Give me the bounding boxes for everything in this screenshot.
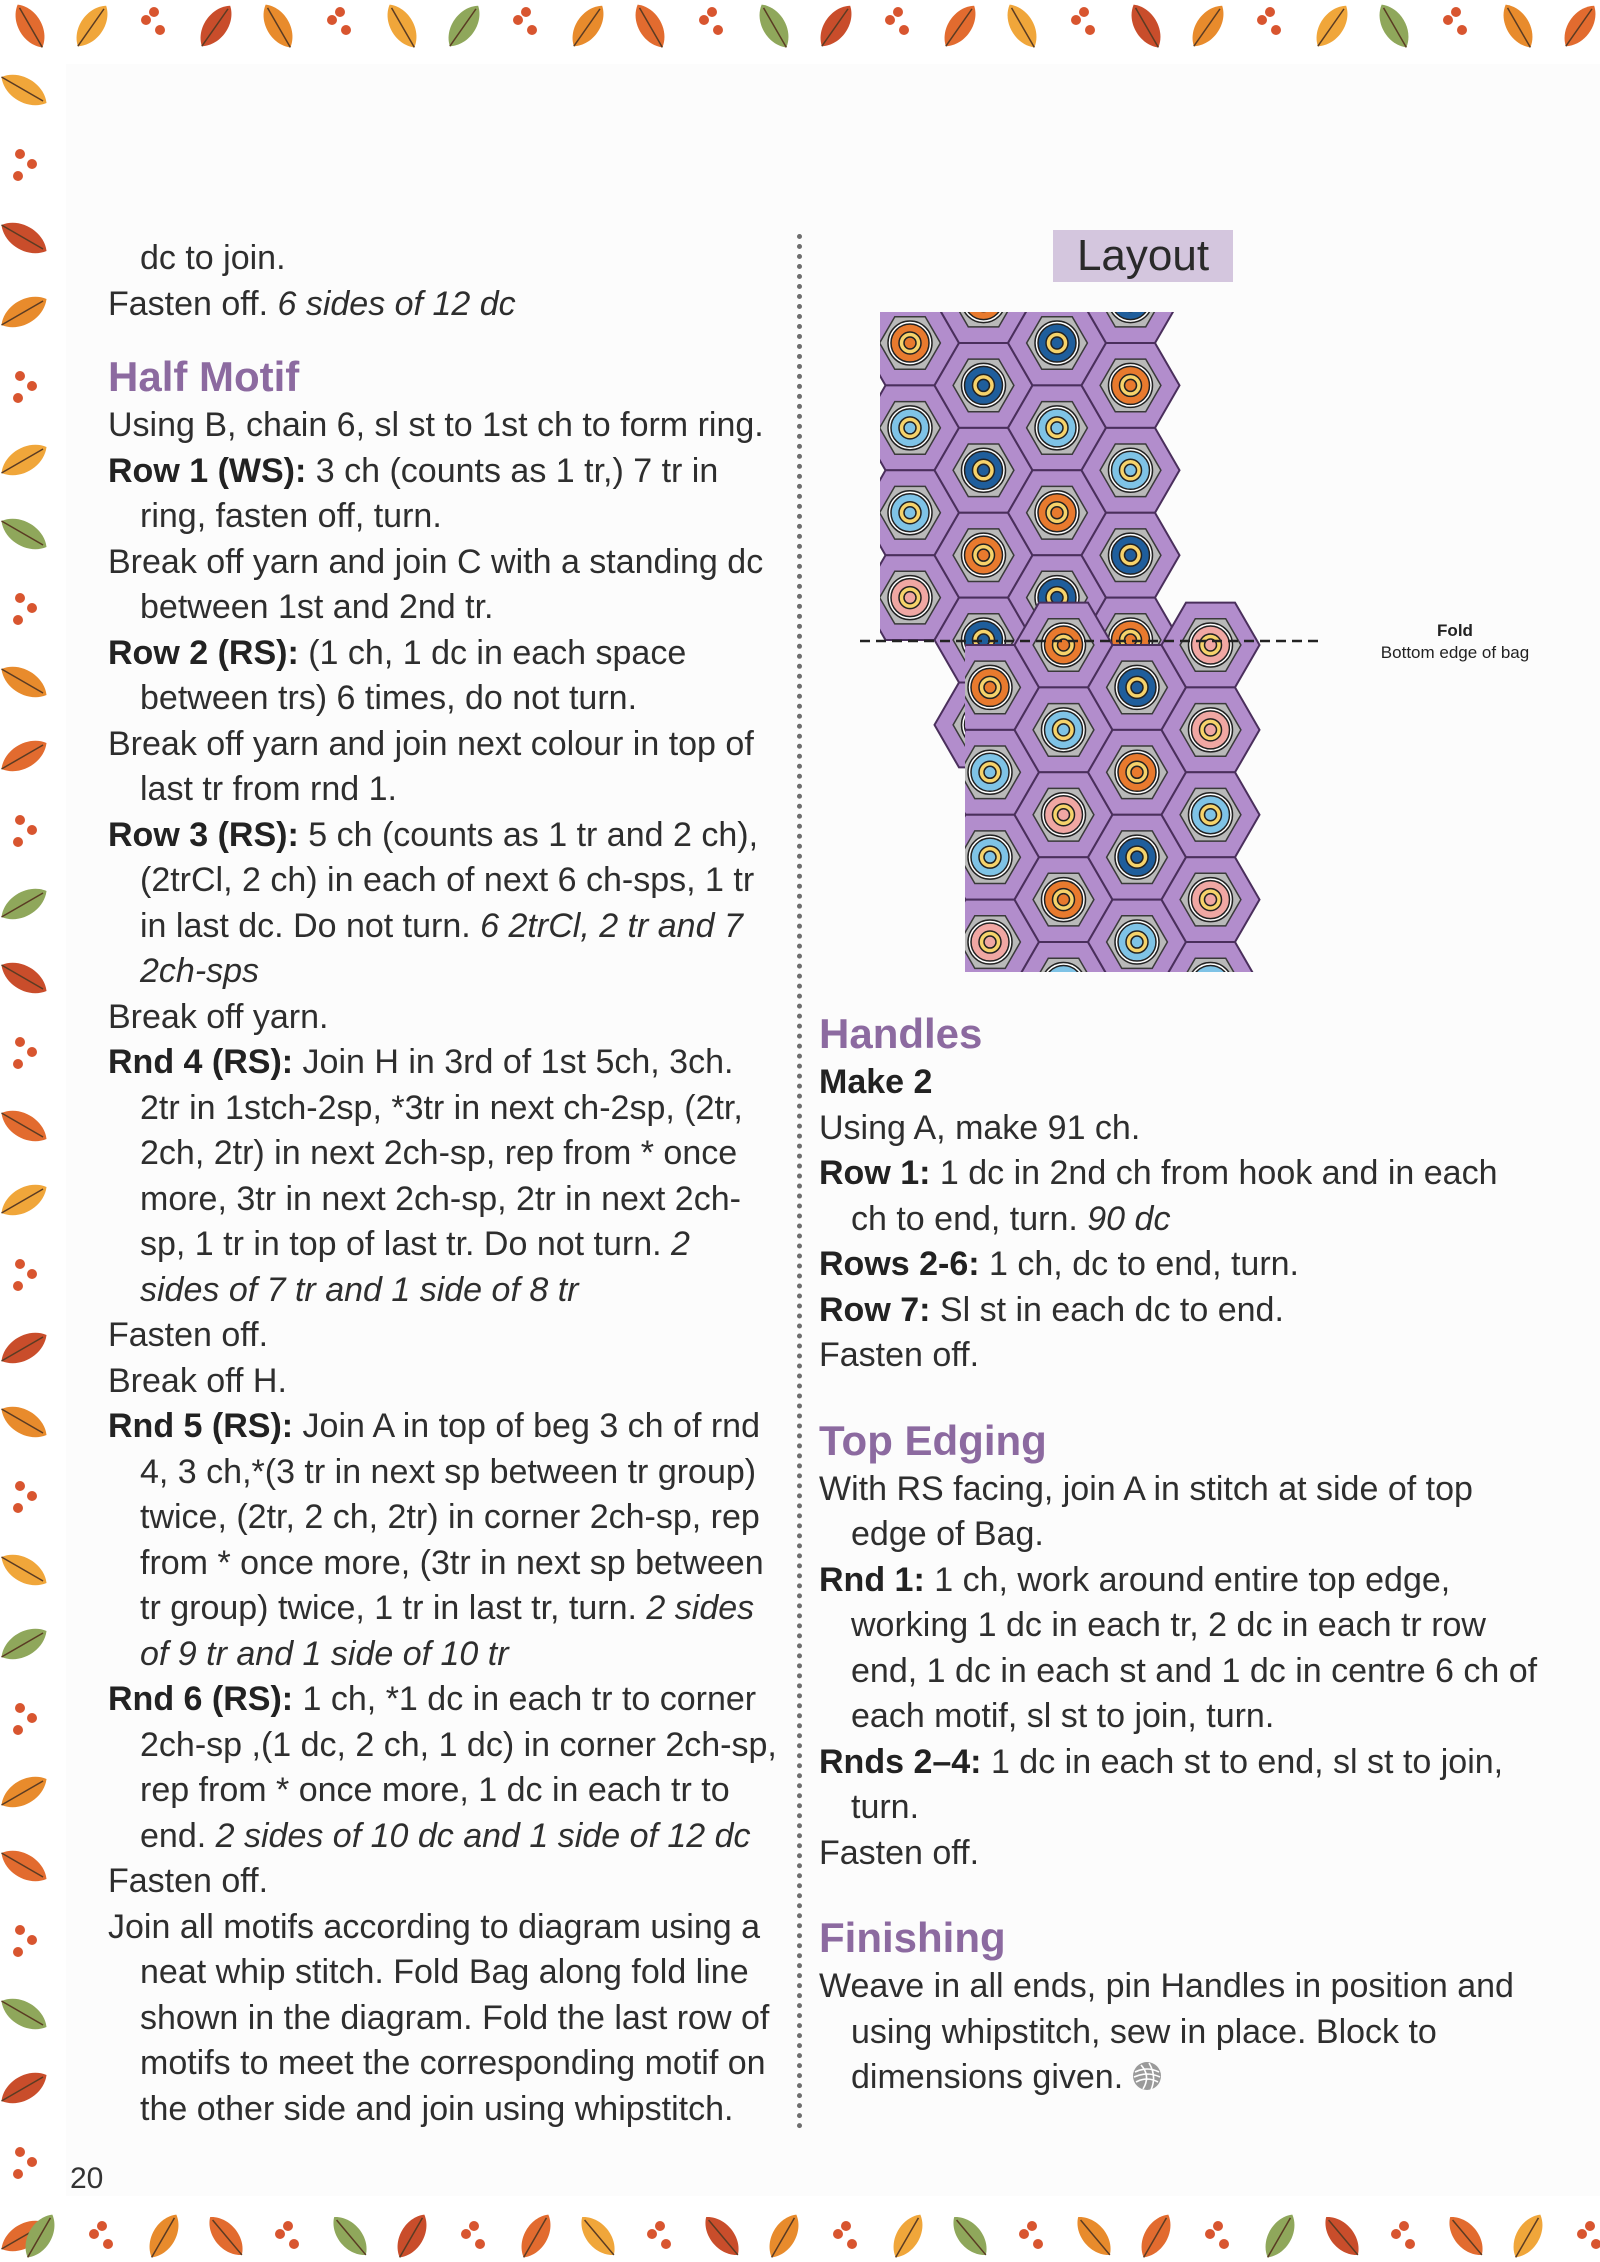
- autumn-leaf-icon: [0, 659, 53, 706]
- stitch-count: 6 sides of 12 dc: [277, 284, 516, 323]
- handles-heading: Handles: [819, 1010, 983, 1057]
- berry-icon: [699, 15, 709, 25]
- step-label: Rnds 2–4:: [819, 1742, 982, 1781]
- step-text: Using A, make 91 ch.: [819, 1108, 1141, 1147]
- step-text: 1 ch, dc to end, turn.: [979, 1245, 1300, 1283]
- berry-icon: [327, 15, 337, 25]
- berry-icon: [1271, 25, 1281, 35]
- instruction-line: [108, 1040, 778, 1313]
- berry-icon: [15, 1925, 25, 1935]
- instruction-line: [108, 722, 778, 813]
- berry-icon: [1257, 15, 1267, 25]
- autumn-leaf-icon: [0, 289, 53, 336]
- autumn-leaf-icon: [0, 215, 53, 262]
- autumn-leaf-icon: [0, 1547, 53, 1594]
- berry-icon: [155, 25, 165, 35]
- berry-icon: [15, 1037, 25, 1047]
- step-text: Fasten off.: [108, 1862, 269, 1900]
- step-text: Sl st in each dc to end.: [930, 1290, 1284, 1329]
- berry-icon: [283, 2221, 293, 2231]
- stitch-count: 2 sides of 9 tr and 1 side of 10 tr: [140, 1589, 755, 1673]
- berry-icon: [1219, 2239, 1229, 2249]
- berry-icon: [1405, 2239, 1415, 2249]
- instruction-line: [819, 1467, 1539, 1558]
- berry-icon: [27, 1269, 37, 1279]
- stitch-count: 2 sides of 10 dc and 1 side of 12 dc: [215, 1816, 751, 1855]
- step-label: Rnd 6 (RS):: [108, 1680, 294, 1718]
- autumn-leaf-border-left: [0, 0, 66, 2262]
- berry-icon: [661, 2239, 671, 2249]
- berry-icon: [27, 1713, 37, 1723]
- step-text: Fasten off.: [819, 1336, 980, 1374]
- instruction-line: [108, 403, 778, 449]
- finishing-instructions: [819, 1964, 1539, 2101]
- berry-icon: [27, 1935, 37, 1945]
- berry-icon: [27, 2157, 37, 2167]
- berry-icon: [13, 1947, 23, 1957]
- berry-icon: [89, 2229, 99, 2239]
- step-text: 1 dc in 2nd ch from hook and in each ch to end, turn.: [851, 1154, 1498, 1238]
- autumn-leaf-icon: [0, 1399, 53, 1446]
- step-text: With RS facing, join A in stitch at side of top edge of Bag.: [819, 1469, 1473, 1553]
- fold-title: Fold: [1437, 621, 1473, 640]
- autumn-leaf-border-bottom: [0, 2196, 1600, 2262]
- step-label: Row 1 (WS):: [108, 451, 307, 490]
- berry-icon: [1265, 7, 1275, 17]
- autumn-leaf-border-top: [0, 0, 1600, 64]
- column-divider: [797, 234, 802, 2130]
- stitch-count: 90 dc: [1087, 1199, 1171, 1238]
- step-text: Break off H.: [108, 1361, 287, 1400]
- fold-annotation: [1355, 620, 1555, 664]
- berry-icon: [27, 381, 37, 391]
- autumn-leaf-icon: [0, 67, 53, 114]
- hexagon-motif: [1008, 300, 1106, 301]
- berry-icon: [13, 1281, 23, 1291]
- autumn-leaf-icon: [0, 1325, 53, 1372]
- instruction-line: [108, 631, 778, 722]
- autumn-leaf-icon: [0, 881, 53, 928]
- page-number: 20: [70, 2162, 104, 2195]
- berry-icon: [15, 149, 25, 159]
- step-text: Break off yarn and join next colour in top of last tr from rnd 1.: [108, 724, 754, 808]
- berry-icon: [893, 7, 903, 17]
- step-label: Row 7:: [819, 1290, 931, 1329]
- berry-icon: [27, 603, 37, 613]
- step-text: 5 ch (counts as 1 tr and 2 ch), (2trCl, 2 ch) in each of next 6 ch-sps, 1 tr in last dc. Do not turn.: [140, 815, 759, 945]
- berry-icon: [1451, 7, 1461, 17]
- autumn-leaf-icon: [0, 1769, 53, 1816]
- instruction-line: [108, 1905, 778, 2133]
- autumn-leaf-icon: [0, 1177, 53, 1224]
- berry-icon: [275, 2229, 285, 2239]
- berry-icon: [521, 7, 531, 17]
- berry-icon: [847, 2239, 857, 2249]
- berry-icon: [1585, 2221, 1595, 2231]
- autumn-leaf-icon: [0, 1621, 53, 1668]
- instruction-line: [108, 1677, 778, 1859]
- instruction-line: [108, 995, 778, 1041]
- berry-icon: [885, 15, 895, 25]
- fold-subtitle: Bottom edge of bag: [1380, 643, 1530, 662]
- stitch-count: 6 2trCl, 2 tr and 7 2ch-sps: [140, 906, 743, 990]
- berry-icon: [655, 2221, 665, 2231]
- step-text: 1 ch, work around entire top edge, working 1 dc in each tr, 2 dc in each tr row end, 1 dc in each st and 1 dc in centre 6 ch of each motif, sl st to join, turn.: [851, 1560, 1538, 1735]
- instruction-line: [819, 1740, 1539, 1831]
- berry-icon: [1213, 2221, 1223, 2231]
- step-label: Rows 2-6:: [819, 1245, 980, 1283]
- finishing-heading: Finishing: [819, 1914, 1006, 1961]
- step-text: Break off yarn and join C with a standing dc between 1st and 2nd tr.: [108, 542, 764, 626]
- step-label: Rnd 5 (RS):: [108, 1407, 294, 1445]
- berry-icon: [97, 2221, 107, 2231]
- berry-icon: [27, 1491, 37, 1501]
- layout-label: Layout: [1053, 230, 1233, 282]
- step-text: Join A in top of beg 3 ch of rnd 4, 3 ch,*(3 tr in next sp between tr group) twice, (2tr, 2 ch, 2tr) in corner 2ch-sp, rep from * once more, (3tr in next sp between tr group) twice, 1 tr in last tr, turn.: [140, 1407, 764, 1627]
- berry-icon: [15, 2147, 25, 2157]
- step-label: Row 2 (RS):: [108, 633, 299, 672]
- step-text: Join all motifs according to diagram using a neat whip stitch. Fold Bag along fold line shown in the diagram. Fold the last row of motifs to meet the corresponding motif on the other side and join using whipstitch.: [108, 1907, 770, 2128]
- intro-text: [108, 236, 778, 327]
- berry-icon: [1443, 15, 1453, 25]
- handles-subheading: Make 2: [819, 1063, 933, 1101]
- berry-icon: [469, 2221, 479, 2231]
- berry-icon: [15, 1703, 25, 1713]
- berry-icon: [27, 159, 37, 169]
- top-edging-heading: Top Edging: [819, 1416, 1047, 1464]
- instruction-line: [108, 282, 778, 328]
- berry-icon: [1033, 2239, 1043, 2249]
- autumn-leaf-icon: [0, 511, 53, 558]
- berry-icon: [1079, 7, 1089, 17]
- instruction-line: [819, 1106, 1539, 1152]
- berry-icon: [13, 1725, 23, 1735]
- berry-icon: [1391, 2229, 1401, 2239]
- autumn-leaf-icon: [0, 1991, 53, 2038]
- step-text: Join H in 3rd of 1st 5ch, 3ch. 2tr in 1stch-2sp, *3tr in next ch-2sp, (2tr, 2ch, 2tr) in next 2ch-sp, rep from * once more, 3tr in next 2ch-sp, 2tr in next 2ch-sp, 1 tr in top of last tr. Do not turn.: [140, 1043, 743, 1263]
- berry-icon: [833, 2229, 843, 2239]
- step-text: dc to join.: [140, 239, 286, 277]
- instruction-line: [819, 1558, 1539, 1740]
- berry-icon: [141, 15, 151, 25]
- berry-icon: [475, 2239, 485, 2249]
- berry-icon: [841, 2221, 851, 2231]
- berry-icon: [149, 7, 159, 17]
- instruction-line: [108, 236, 778, 282]
- berry-icon: [341, 25, 351, 35]
- berry-icon: [707, 7, 717, 17]
- berry-icon: [15, 1259, 25, 1269]
- step-text: 3 ch (counts as 1 tr,) 7 tr in ring, fasten off, turn.: [140, 451, 719, 535]
- step-text: Weave in all ends, pin Handles in position and using whipstitch, sew in place. Block to dimensions given.: [819, 1967, 1514, 2096]
- autumn-leaf-icon: [0, 733, 53, 780]
- step-text: Fasten off.: [108, 1316, 269, 1354]
- berry-icon: [15, 815, 25, 825]
- berry-icon: [13, 837, 23, 847]
- half-motif-heading: Half Motif: [108, 353, 300, 400]
- left-column: [108, 236, 778, 2132]
- handles-instructions: [819, 1106, 1539, 1379]
- berry-icon: [1027, 2221, 1037, 2231]
- berry-icon: [13, 615, 23, 625]
- autumn-leaf-icon: [1556, 0, 1600, 53]
- berry-icon: [1399, 2221, 1409, 2231]
- berry-icon: [1457, 25, 1467, 35]
- berry-icon: [1019, 2229, 1029, 2239]
- top-edging-instructions: [819, 1467, 1539, 1877]
- instruction-line: [108, 813, 778, 995]
- berry-icon: [15, 593, 25, 603]
- instruction-line: [819, 1333, 1539, 1379]
- instruction-line: [819, 1288, 1539, 1334]
- autumn-leaf-icon: [0, 1103, 53, 1150]
- berry-icon: [27, 1047, 37, 1057]
- berry-icon: [335, 7, 345, 17]
- stitch-count: 2 sides of 7 tr and 1 side of 8 tr: [140, 1225, 690, 1309]
- instruction-line: [819, 1831, 1539, 1877]
- right-column: [819, 1008, 1539, 2101]
- berry-icon: [713, 25, 723, 35]
- berry-icon: [461, 2229, 471, 2239]
- step-label: Rnd 1:: [819, 1560, 925, 1599]
- instruction-line: [819, 1964, 1539, 2101]
- berry-icon: [1577, 2229, 1587, 2239]
- berry-icon: [103, 2239, 113, 2249]
- autumn-leaf-icon: [0, 437, 53, 484]
- instruction-line: [108, 449, 778, 540]
- berry-icon: [13, 171, 23, 181]
- step-label: Row 3 (RS):: [108, 815, 299, 854]
- berry-icon: [13, 1059, 23, 1069]
- berry-icon: [27, 825, 37, 835]
- step-text: Fasten off.: [108, 284, 278, 323]
- hexagon-motif: [861, 300, 959, 301]
- instruction-line: [108, 1359, 778, 1405]
- berry-icon: [513, 15, 523, 25]
- berry-icon: [1071, 15, 1081, 25]
- instruction-line: [819, 1242, 1539, 1288]
- step-label: Row 1:: [819, 1154, 931, 1192]
- half-motif-instructions: [108, 403, 778, 2132]
- berry-icon: [13, 393, 23, 403]
- instruction-line: [819, 1151, 1539, 1242]
- berry-icon: [899, 25, 909, 35]
- step-text: 1 ch, *1 dc in each tr to corner 2ch-sp ,(1 dc, 2 ch, 1 dc) in corner 2ch-sp, rep from * once more, 1 dc in each tr to end.: [140, 1680, 777, 1855]
- berry-icon: [1205, 2229, 1215, 2239]
- berry-icon: [13, 1503, 23, 1513]
- autumn-leaf-icon: [0, 2065, 53, 2112]
- berry-icon: [1085, 25, 1095, 35]
- berry-icon: [289, 2239, 299, 2249]
- instruction-line: [108, 1859, 778, 1905]
- autumn-leaf-icon: [0, 1843, 53, 1890]
- autumn-leaf-icon: [0, 955, 53, 1002]
- berry-icon: [527, 25, 537, 35]
- instruction-line: [108, 540, 778, 631]
- step-text: Break off yarn.: [108, 997, 329, 1036]
- step-text: (1 ch, 1 dc in each space between trs) 6 times, do not turn.: [140, 633, 687, 717]
- yarn-ball-icon: [1131, 2060, 1163, 2092]
- instruction-line: [108, 1313, 778, 1359]
- step-text: Using B, chain 6, sl st to 1st ch to form ring.: [108, 406, 764, 444]
- berry-icon: [15, 1481, 25, 1491]
- step-text: Fasten off.: [819, 1833, 980, 1872]
- step-text: 1 dc in each st to end, sl st to join, turn.: [851, 1742, 1504, 1826]
- berry-icon: [1591, 2239, 1600, 2249]
- step-label: Rnd 4 (RS):: [108, 1043, 294, 1081]
- berry-icon: [15, 371, 25, 381]
- berry-icon: [13, 2169, 23, 2179]
- instruction-line: [108, 1404, 778, 1677]
- berry-icon: [647, 2229, 657, 2239]
